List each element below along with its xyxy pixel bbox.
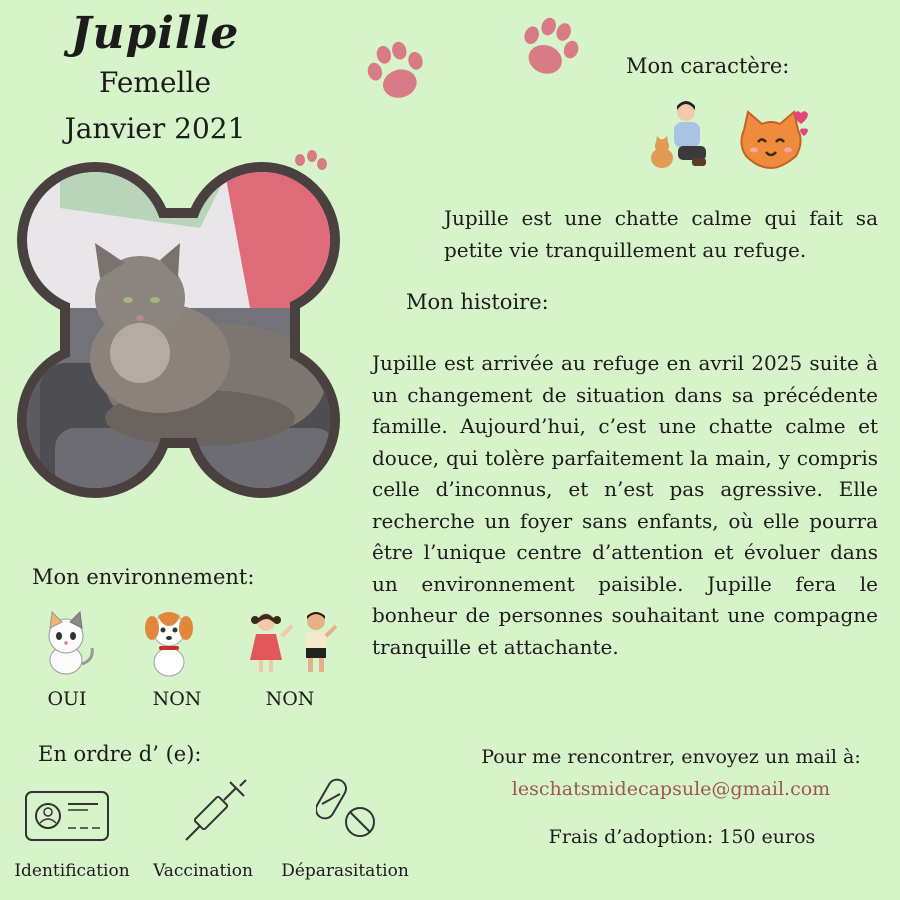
cat-photo [0,148,360,510]
contact-text: Pour me rencontrer, envoyez un mail à: [481,746,861,768]
environment-dogs-value: NON [152,688,202,710]
care-heading: En ordre d’ (e): [38,742,202,766]
paw-print-icon [514,14,584,84]
heart-cat-face-icon [738,106,810,172]
children-icon [244,608,340,676]
care-deworming: Déparasitation [281,861,409,881]
cat-name: Jupille [70,8,240,59]
paw-print-icon [362,38,432,108]
contact-email-link[interactable]: leschatsmidecapsule@gmail.com [511,778,831,800]
adoption-fee: Frais d’adoption: 150 euros [548,826,816,848]
dog-icon [140,606,198,678]
environment-heading: Mon environnement: [32,565,255,589]
character-text: Jupille est une chatte calme qui fait sa petite vie tranquillement au refuge. [444,206,878,262]
id-card-icon [24,790,110,842]
cat-sex: Femelle [98,66,212,99]
environment-children-value: NON [265,688,315,710]
person-with-cat-icon [648,100,716,172]
pills-icon [316,776,378,842]
history-text: Jupille est arrivée au refuge en avril 2025 suite à un changement de situation dans sa précédente famille. Aujourd’hui, c’est une chatte calme et douce, qui tolère parfaitement la main, y compris celle d’inconnus, et n’est pas agressive. Elle recherche un foyer sans enfants, où elle pourra être l’unique centre d’attention et évoluer dans un environnement paisible. Jupille fera le bonheur de personnes souhaitant une compagne tranquille et attachante. [372,351,878,659]
care-vaccination: Vaccination [153,861,253,881]
history-heading: Mon histoire: [406,290,549,314]
care-identification: Identification [14,861,130,881]
environment-cats-value: OUI [47,688,87,710]
cat-birth: Janvier 2021 [64,112,246,145]
syringe-icon [182,778,252,844]
cat-icon [36,608,98,676]
character-heading: Mon caractère: [626,54,790,78]
